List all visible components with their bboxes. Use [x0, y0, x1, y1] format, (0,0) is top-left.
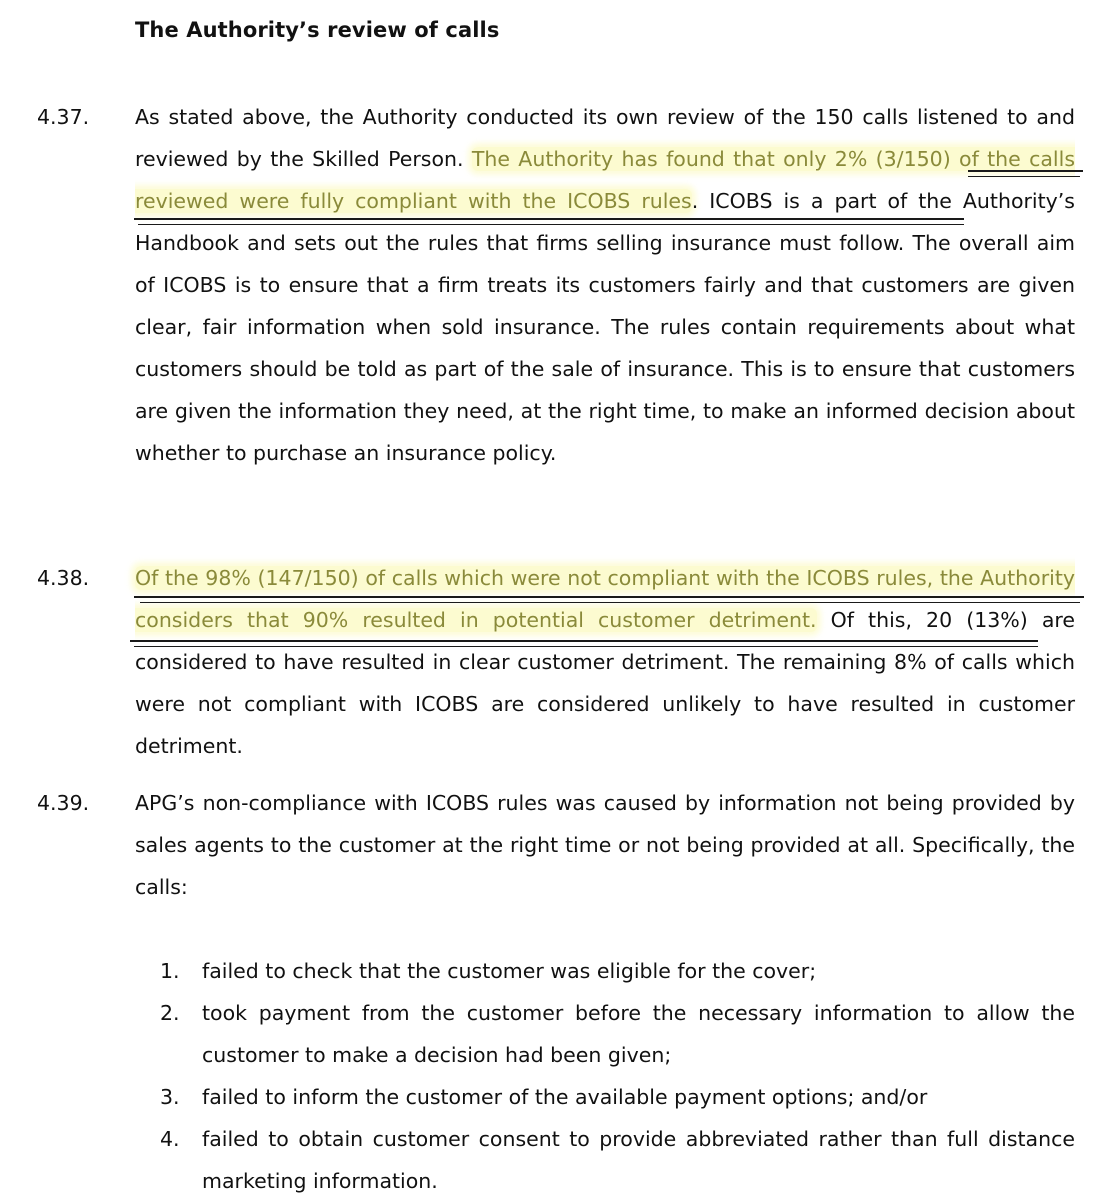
- text-segment: . ICOBS is a part of the Authority’s Handbook and sets out the rules that firms selling insurance must follow. The overall aim of ICOBS is to ensure that a firm treats its customers fairly and that customers are given clear, fair information when sold insurance. The rules contain requirements about what customers should be told as part of the sale of insurance. This is to ensure that customers are given the information they need, at the right time, to make an informed decision about whether to purchase an insurance policy.: [135, 189, 1075, 465]
- underline-mark: [134, 646, 1038, 647]
- list-item-text: took payment from the customer before the necessary information to allow the customer to make a decision had been given;: [202, 1001, 1075, 1067]
- highlighted-text: Of the 98% (147/150) of calls which were not compliant with the ICOBS rules, the Authority considers that 90% resulted in potential customer detriment.: [135, 566, 1075, 632]
- list-item-text: failed to inform the customer of the available payment options; and/or: [202, 1085, 928, 1109]
- underline-mark: [968, 176, 1080, 177]
- text-segment: As stated above, the Authority conducted its own review of the 150 calls listened to and reviewed by the Skilled Person.: [135, 105, 1075, 171]
- text-segment: APG’s non-compliance with ICOBS rules was caused by information not being provided by sales agents to the customer at the right time or not being provided at all. Specifically, the calls:: [135, 791, 1075, 899]
- underline-mark: [134, 218, 964, 220]
- paragraph-text: [135, 96, 1075, 474]
- paragraph-text: [135, 557, 1075, 767]
- underline-mark: [134, 596, 1084, 598]
- list-item-number: 1.: [160, 959, 180, 983]
- underline-mark: [130, 640, 1038, 642]
- list-item-number: 3.: [160, 1085, 180, 1109]
- paragraph-number: 4.37.: [37, 105, 90, 129]
- section-heading: The Authority’s review of calls: [135, 18, 500, 42]
- paragraph-number: 4.38.: [37, 566, 90, 590]
- highlighted-text: The Authority has found that only 2% (3/150) of the calls reviewed were fully compliant with the ICOBS rules: [135, 147, 1075, 213]
- paragraph-text: [135, 782, 1075, 908]
- text-segment: Of this, 20 (13%) are considered to have resulted in clear customer detriment. The remaining 8% of calls which were not compliant with ICOBS are considered unlikely to have resulted in customer detriment.: [135, 608, 1075, 758]
- underline-mark: [140, 602, 1080, 603]
- underline-mark: [968, 170, 1083, 172]
- list-item-number: 2.: [160, 1001, 180, 1025]
- list-item-text: failed to obtain customer consent to provide abbreviated rather than full distance marketing information.: [202, 1127, 1075, 1193]
- list-item-number: 4.: [160, 1127, 180, 1151]
- paragraph-number: 4.39.: [37, 791, 90, 815]
- list-item-text: failed to check that the customer was eligible for the cover;: [202, 959, 817, 983]
- underline-mark: [138, 224, 964, 225]
